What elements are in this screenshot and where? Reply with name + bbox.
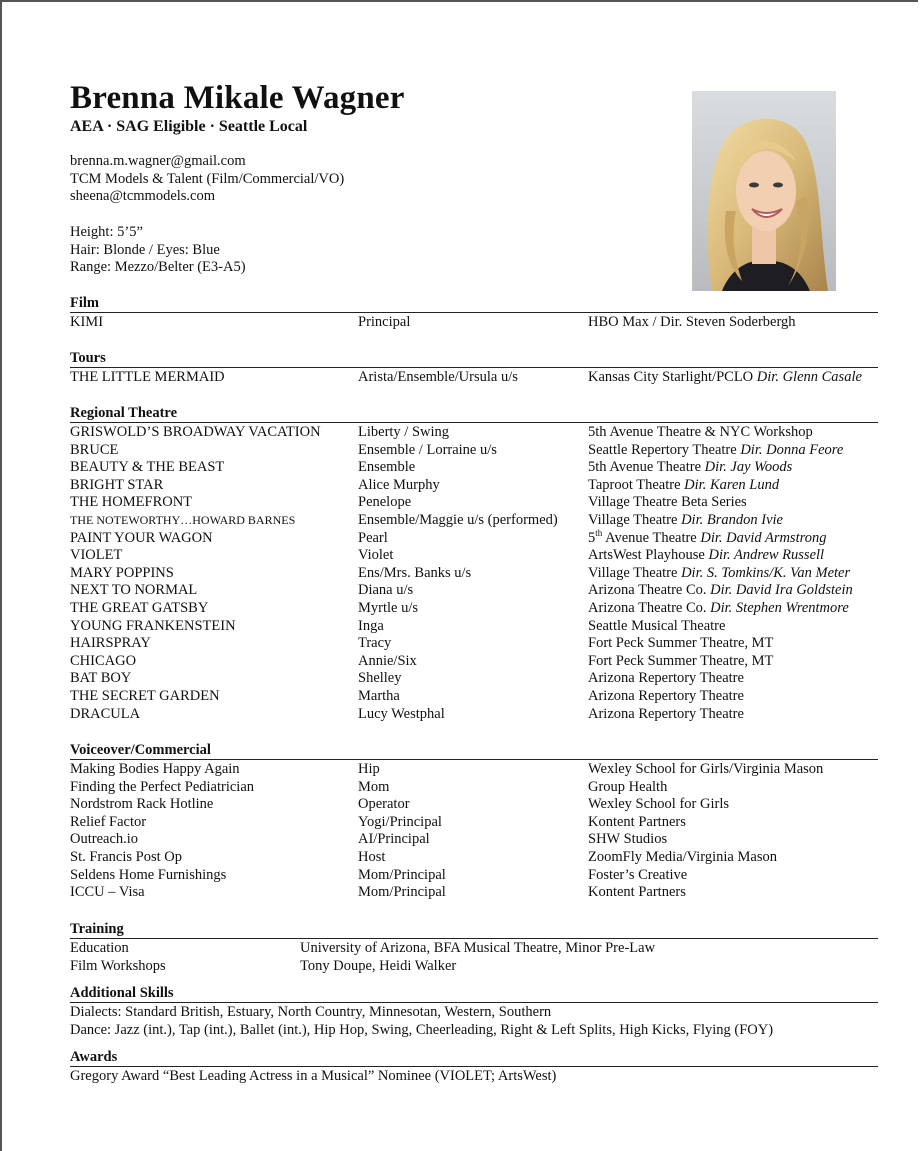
hair-eyes-stat: Hair: Blonde / Eyes: Blue xyxy=(70,241,220,258)
show-title: THE NOTEWORTHY…HOWARD BARNES xyxy=(70,512,296,527)
section-title-awards: Awards xyxy=(70,1049,118,1065)
venue-name xyxy=(588,653,773,671)
height-stat: Height: 5’5” xyxy=(70,224,143,240)
credit-row xyxy=(70,779,878,797)
show-title: BRUCE xyxy=(70,441,119,458)
credit-row xyxy=(70,884,878,902)
venue-name xyxy=(588,706,744,724)
venue-text: Foster’s Creative xyxy=(588,866,688,883)
venue-text: Village Theatre xyxy=(588,511,678,528)
role-name: Hip xyxy=(358,761,380,777)
credit-row xyxy=(70,547,878,565)
venue-text: Kontent Partners xyxy=(588,813,686,830)
venue-name xyxy=(588,600,849,618)
credit-row xyxy=(70,494,878,512)
show-title: MARY POPPINS xyxy=(70,564,174,581)
venue-text: Wexley School for Girls xyxy=(588,796,729,813)
show-title: THE SECRET GARDEN xyxy=(70,687,220,704)
film-section xyxy=(70,295,878,332)
show-title: GRISWOLD’S BROADWAY VACATION xyxy=(70,424,321,440)
venue-text: Arizona Theatre Co. xyxy=(588,599,707,616)
section-title-tours: Tours xyxy=(70,350,106,366)
venue-text: Kontent Partners xyxy=(588,884,686,901)
role-name: Pearl xyxy=(358,529,388,546)
venue-name xyxy=(588,582,853,600)
credit-row xyxy=(70,706,878,724)
show-title: ICCU – Visa xyxy=(70,884,145,901)
venue-text: ZoomFly Media/Virginia Mason xyxy=(588,848,777,865)
role-name: Principal xyxy=(358,314,411,330)
training-value: Tony Doupe, Heidi Walker xyxy=(300,957,457,974)
credit-row xyxy=(70,442,878,460)
venue-text: 5th Avenue Theatre xyxy=(588,459,702,476)
role-name: Mom xyxy=(358,778,390,795)
show-title: PAINT YOUR WAGON xyxy=(70,529,213,546)
contact-block xyxy=(70,153,344,206)
venue-name xyxy=(588,884,686,902)
director-name: Dir. Glenn Casale xyxy=(756,369,862,385)
credit-row xyxy=(70,314,878,332)
venue-text: Arizona Repertory Theatre xyxy=(588,705,744,722)
role-name: Inga xyxy=(358,617,384,634)
credit-row xyxy=(70,582,878,600)
section-title-voiceover: Voiceover/Commercial xyxy=(70,742,211,758)
venue-text: Kansas City Starlight/PCLO xyxy=(588,369,754,385)
show-title: KIMI xyxy=(70,314,104,330)
training-row xyxy=(70,940,878,958)
venue-name xyxy=(588,779,667,797)
awards-section xyxy=(70,1049,878,1086)
venue-ordinal: th xyxy=(595,527,603,538)
training-row xyxy=(70,958,878,976)
venue-name xyxy=(588,618,725,636)
dance-text: Dance: Jazz (int.), Tap (int.), Ballet (int.), Hip Hop, Swing, Cheerleading, Right & Left Splits, High Kicks, Flying (FOY) xyxy=(70,1021,774,1038)
credit-row xyxy=(70,635,878,653)
email-address: brenna.m.wagner@gmail.com xyxy=(70,153,246,169)
venue-name xyxy=(588,814,686,832)
role-name: Mom/Principal xyxy=(358,866,446,883)
skills-line xyxy=(70,1022,878,1040)
venue-name xyxy=(588,477,779,495)
role-name: Ensemble / Lorraine u/s xyxy=(358,441,497,458)
role-name: Tracy xyxy=(358,635,392,652)
director-name: Dir. Donna Feore xyxy=(740,441,844,458)
section-title-skills: Additional Skills xyxy=(70,985,174,1001)
show-title: HAIRSPRAY xyxy=(70,635,151,652)
venue-text: Arizona Theatre Co. xyxy=(588,582,707,599)
show-title: VIOLET xyxy=(70,547,123,564)
section-title-film: Film xyxy=(70,295,99,311)
show-title: BAT BOY xyxy=(70,670,132,687)
credit-row xyxy=(70,688,878,706)
role-name: Ens/Mrs. Banks u/s xyxy=(358,564,472,581)
venue-name xyxy=(588,670,744,688)
venue-text: Seattle Musical Theatre xyxy=(588,617,726,634)
vocal-range-stat: Range: Mezzo/Belter (E3-A5) xyxy=(70,259,246,276)
show-title: NEXT TO NORMAL xyxy=(70,582,198,599)
show-title: Nordstrom Rack Hotline xyxy=(70,796,214,813)
venue-text: Fort Peck Summer Theatre, MT xyxy=(588,652,774,669)
venue-name xyxy=(588,442,843,460)
role-name: Penelope xyxy=(358,494,412,511)
role-name: AI/Principal xyxy=(358,831,430,848)
credit-row xyxy=(70,796,878,814)
credit-row xyxy=(70,814,878,832)
credit-row xyxy=(70,477,878,495)
training-label: Education xyxy=(70,940,129,956)
show-title: CHICAGO xyxy=(70,652,137,669)
venue-text: Arizona Repertory Theatre xyxy=(588,687,744,704)
venue-name xyxy=(588,867,687,885)
venue-name xyxy=(588,459,792,477)
role-name: Liberty / Swing xyxy=(358,424,450,440)
venue-name xyxy=(588,512,783,530)
show-title: St. Francis Post Op xyxy=(70,848,182,865)
venue-name xyxy=(588,527,827,548)
award-text: Gregory Award “Best Leading Actress in a Musical” Nominee (VIOLET; ArtsWest) xyxy=(70,1068,557,1084)
credit-row xyxy=(70,831,878,849)
credit-row xyxy=(70,512,878,530)
credit-row xyxy=(70,459,878,477)
role-name: Arista/Ensemble/Ursula u/s xyxy=(358,369,518,385)
show-title: Outreach.io xyxy=(70,831,139,848)
credit-row xyxy=(70,670,878,688)
credit-row xyxy=(70,653,878,671)
venue-text: Village Theatre Beta Series xyxy=(588,494,747,511)
venue-name xyxy=(588,369,862,387)
role-name: Martha xyxy=(358,687,400,704)
venue-name xyxy=(588,796,729,814)
director-name: Dir. Brandon Ivie xyxy=(681,511,783,528)
additional-skills-section xyxy=(70,985,878,1039)
training-value: University of Arizona, BFA Musical Theatre, Minor Pre-Law xyxy=(300,940,656,956)
venue-name xyxy=(588,424,813,442)
director-name: Dir. Karen Lund xyxy=(684,476,780,493)
dialects-text: Dialects: Standard British, Estuary, North Country, Minnesotan, Western, Southern xyxy=(70,1004,552,1020)
agency-email: sheena@tcmmodels.com xyxy=(70,188,216,205)
venue-number: 5 xyxy=(588,529,596,546)
role-name: Alice Murphy xyxy=(358,476,440,493)
venue-text: Village Theatre xyxy=(588,564,678,581)
section-title-training: Training xyxy=(70,921,124,937)
role-name: Myrtle u/s xyxy=(358,599,419,616)
role-name: Operator xyxy=(358,796,410,813)
role-name: Diana u/s xyxy=(358,582,414,599)
director-name: Dir. David Armstrong xyxy=(700,529,827,546)
director-name: Dir. Stephen Wrentmore xyxy=(710,599,849,616)
venue-text: Seattle Repertory Theatre xyxy=(588,441,737,458)
venue-text: Arizona Repertory Theatre xyxy=(588,670,744,687)
role-name: Ensemble xyxy=(358,459,416,476)
director-name: Dir. Jay Woods xyxy=(704,459,793,476)
venue-name xyxy=(588,547,824,565)
venue-name: HBO Max / Dir. Steven Soderbergh xyxy=(588,314,796,330)
venue-text: ArtsWest Playhouse xyxy=(588,547,705,564)
credit-row xyxy=(70,527,878,548)
headshot-photo xyxy=(692,91,836,291)
venue-text: Wexley School for Girls/Virginia Mason xyxy=(588,761,824,777)
show-title: THE HOMEFRONT xyxy=(70,494,193,511)
credit-row xyxy=(70,424,878,442)
training-section xyxy=(70,921,878,975)
role-name: Host xyxy=(358,848,386,865)
venue-name xyxy=(588,761,823,779)
role-name: Shelley xyxy=(358,670,402,687)
role-name: Mom/Principal xyxy=(358,884,446,901)
role-name: Violet xyxy=(358,547,394,564)
agency-name: TCM Models & Talent (Film/Commercial/VO) xyxy=(70,170,345,187)
venue-text: Group Health xyxy=(588,778,668,795)
credit-row xyxy=(70,565,878,583)
venue-name xyxy=(588,565,850,583)
role-name: Yogi/Principal xyxy=(358,813,442,830)
show-title: Seldens Home Furnishings xyxy=(70,866,227,883)
show-title: Relief Factor xyxy=(70,813,147,830)
voiceover-section xyxy=(70,742,878,902)
venue-name xyxy=(588,688,744,706)
tours-section xyxy=(70,350,878,387)
actor-name: Brenna Mikale Wagner xyxy=(70,80,405,116)
show-title: THE LITTLE MERMAID xyxy=(70,369,225,385)
role-name: Annie/Six xyxy=(358,652,417,669)
show-title: Making Bodies Happy Again xyxy=(70,761,240,777)
show-title: DRACULA xyxy=(70,705,141,722)
section-title-regional: Regional Theatre xyxy=(70,405,178,421)
credit-row xyxy=(70,867,878,885)
credit-row xyxy=(70,600,878,618)
training-label: Film Workshops xyxy=(70,957,166,974)
credit-row xyxy=(70,849,878,867)
show-title: Finding the Perfect Pediatrician xyxy=(70,778,255,795)
venue-text: SHW Studios xyxy=(588,831,668,848)
director-name: Dir. Andrew Russell xyxy=(708,547,825,564)
show-title: BRIGHT STAR xyxy=(70,476,164,493)
role-name: Lucy Westphal xyxy=(358,705,445,722)
role-name: Ensemble/Maggie u/s (performed) xyxy=(358,511,558,528)
venue-text: Avenue Theatre xyxy=(602,529,697,546)
director-name: Dir. David Ira Goldstein xyxy=(710,582,853,599)
venue-name xyxy=(588,849,777,867)
show-title: THE GREAT GATSBY xyxy=(70,599,209,616)
show-title: BEAUTY & THE BEAST xyxy=(70,459,225,476)
credit-row xyxy=(70,618,878,636)
venue-name xyxy=(588,831,667,849)
show-title: YOUNG FRANKENSTEIN xyxy=(70,617,236,634)
director-name: Dir. S. Tomkins/K. Van Meter xyxy=(681,564,851,581)
award-line xyxy=(70,1068,878,1086)
venue-text: Fort Peck Summer Theatre, MT xyxy=(588,635,774,652)
credit-row xyxy=(70,369,878,387)
venue-text: Taproot Theatre xyxy=(588,476,681,493)
venue-text: 5th Avenue Theatre & NYC Workshop xyxy=(588,424,813,440)
union-tagline: AEA · SAG Eligible · Seattle Local xyxy=(70,118,308,135)
regional-theatre-section xyxy=(70,405,878,723)
skills-line xyxy=(70,1004,878,1022)
stats-block xyxy=(70,224,246,277)
venue-name xyxy=(588,635,773,653)
credit-row xyxy=(70,761,878,779)
venue-name xyxy=(588,494,747,512)
